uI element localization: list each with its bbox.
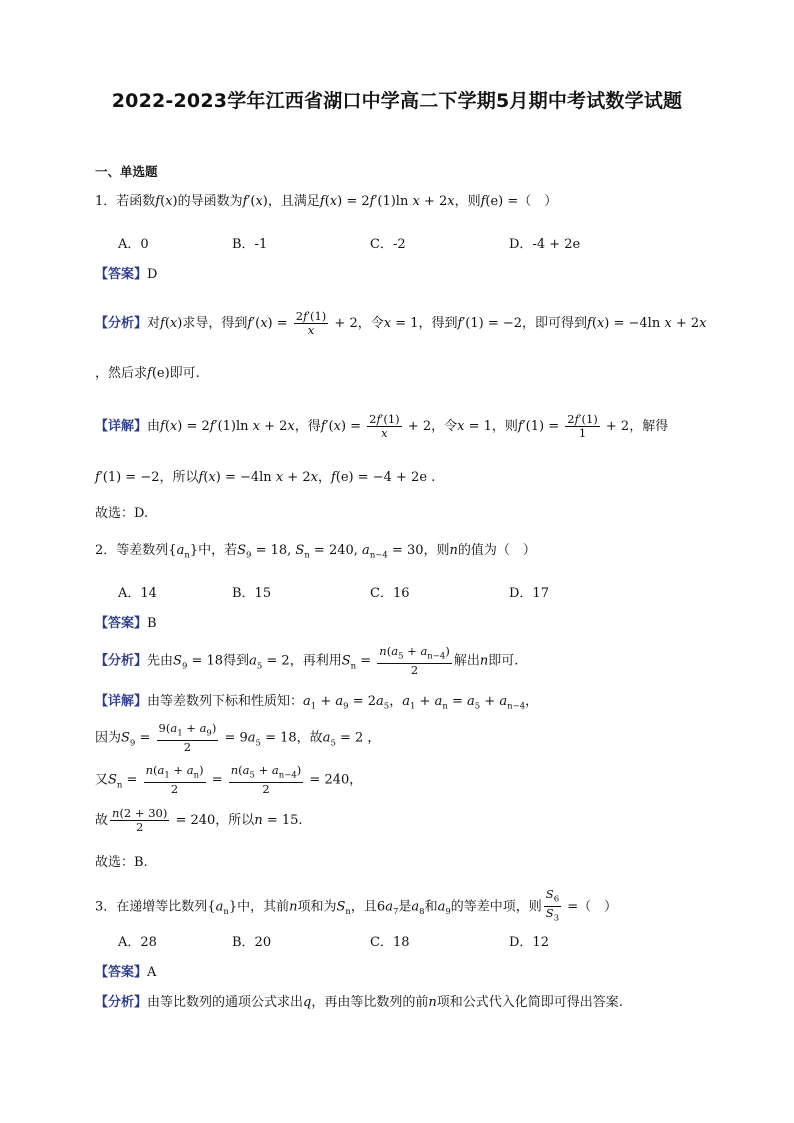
q1-conclusion: 故选：D. (95, 506, 149, 521)
q3-option-c: C．18 (370, 935, 410, 950)
q2-answer: 【答案】B (95, 616, 157, 631)
q1-analysis-cont: ，然后求f(e)即可. (95, 366, 200, 381)
q2-option-b: B．15 (232, 586, 272, 601)
q2-detail-line2: 因为$S_9$ = $\frac{9(a_1 + a_9)}{2}$ = $9a_5 = 18$，故$a_5 = 2$ ， (95, 721, 381, 755)
section-heading: 一、单选题 (95, 164, 158, 179)
q3-option-d: D．12 (509, 935, 549, 950)
q2-analysis: 【分析】先由$S_9 = 18$得到$a_5 = 2$，再利用$S_n$ = $\frac{n(a_5 + a_{n-4})}{2}$ 解出n即可. (95, 644, 519, 678)
q3-answer: 【答案】A (95, 965, 157, 980)
q2-detail: 【详解】由等差数列下标和性质知：$a_1 + a_9 = 2a_5$，$a_1 + a_n = a_5 + a_{n-4}$， (95, 694, 539, 712)
q2-option-c: C．16 (370, 586, 410, 601)
q2-detail-line3: 又$S_n$ = $\frac{n(a_1 + a_n)}{2}$ = $\frac{n(a_5 + a_{n-4})}{2}$ = 240， (95, 763, 363, 797)
q2-option-a: A．14 (118, 586, 157, 601)
q3-option-a: A．28 (118, 935, 157, 950)
question-3-stem: 3．在递增等比数列$\{a_n\}$中，其前n项和为$S_n$，且$6a_7$是$a_8$和$a_9$的等差中项，则 $\frac{S_6}{S_3}$ =（ ） (95, 887, 618, 924)
document-title: 2022-2023学年江西省湖口中学高二下学期5月期中考试数学试题 (111, 90, 683, 112)
q3-analysis: 【分析】由等比数列的通项公式求出q，再由等比数列的前n项和公式代入化简即可得出答案. (95, 995, 623, 1010)
q1-option-b: B．-1 (232, 237, 268, 252)
q3-option-b: B．20 (232, 935, 272, 950)
q2-detail-line4: 故 $\frac{n(2 + 30)}{2}$ = 240，所以n = 15. (95, 806, 303, 834)
q1-option-c: C．-2 (370, 237, 406, 252)
q1-option-d: D．-4 + 2e (509, 237, 581, 252)
q2-option-d: D．17 (509, 586, 549, 601)
question-1-stem: 1．若函数f(x)的导函数为f′(x)，且满足f(x) = 2f′(1)ln x + 2x，则f(e) =（ ） (95, 194, 558, 209)
q1-detail-cont: f′(1) = −2，所以f(x) = −4ln x + 2x，f(e) = −4 + 2e . (95, 470, 436, 485)
q2-conclusion: 故选：B. (95, 855, 148, 870)
q1-analysis: 【分析】对f(x)求导，得到f′(x) = $\frac{2f'(1)}{x}$ + 2，令x = 1，得到f′(1) = −2，即可得到f(x) = −4ln x + 2x (95, 309, 707, 337)
q1-answer: 【答案】D (95, 267, 158, 282)
question-2-stem: 2．等差数列$\{a_n\}$中，若$S_9 = 18$, $S_n = 240$, $a_{n-4} = 30$，则n的值为（ ） (95, 543, 536, 561)
q1-option-a: A．0 (118, 237, 149, 252)
q1-detail: 【详解】由f(x) = 2f′(1)ln x + 2x，得f′(x) = $\frac{2f'(1)}{x}$ + 2，令x = 1，则f′(1) = $\frac{2f'(1)}{1}$ + 2，解得 (95, 412, 669, 440)
